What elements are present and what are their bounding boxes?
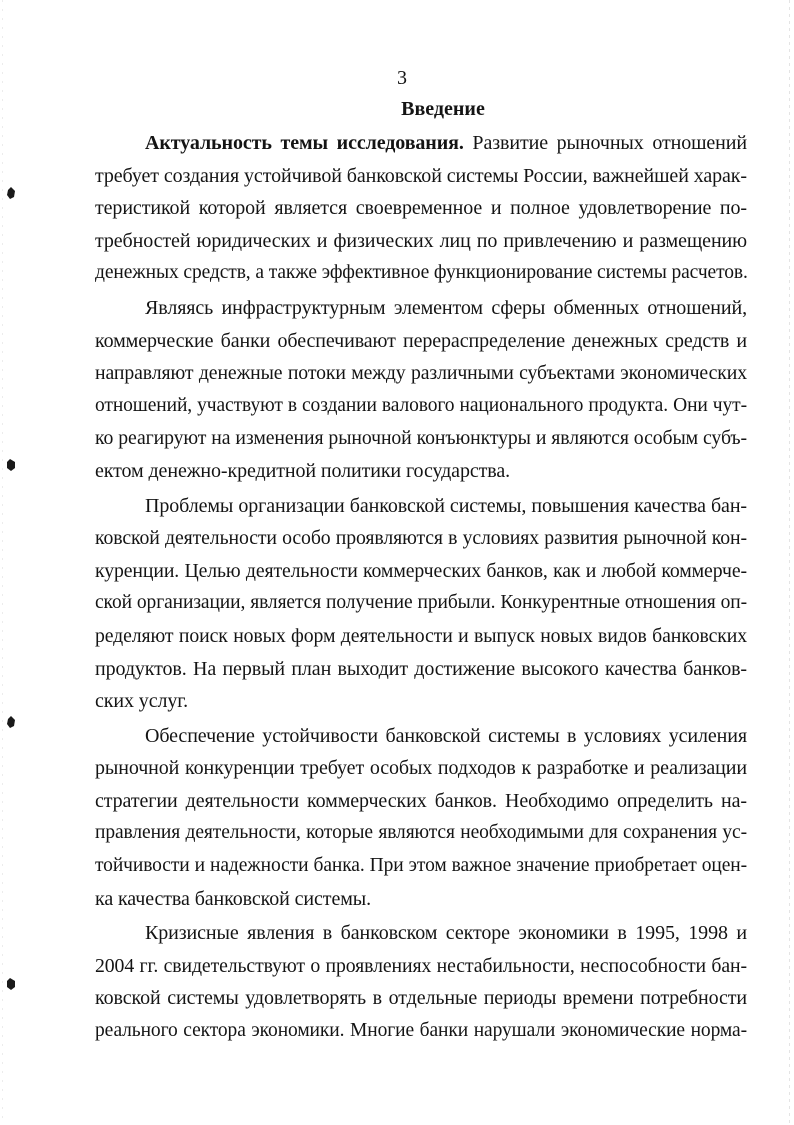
text-line: отношений, участвуют в создании валового национального продукта. Они чут- — [95, 394, 747, 416]
scan-edge-right — [789, 0, 790, 1125]
text-line: Проблемы организации банковской системы, повышения качества бан- — [145, 494, 747, 517]
text-line: коммерческие банки обеспечивают перераспределение денежных средств и — [95, 329, 747, 352]
page-number: 3 — [397, 67, 407, 89]
text-line: ской организации, является получение прибыли. Конкурентные отношения оп- — [95, 592, 747, 614]
text-line: 2004 гг. свидетельствуют о проявлениях нестабильности, неспособности бан- — [95, 954, 747, 977]
paragraph — [95, 490, 747, 718]
text-line: требностей юридических и физических лиц по привлечению и размещению — [95, 229, 747, 252]
binding-hole-mark-icon — [6, 459, 16, 471]
text-line: куренции. Целью деятельности коммерческих банков, как и любой коммерче- — [95, 559, 747, 582]
text-line: теристикой которой является своевременное и полное удовлетворение по- — [95, 197, 747, 220]
text-line: рыночной конкуренции требует особых подходов к разработке и реализации — [95, 757, 747, 780]
text-line: ковской системы удовлетворять в отдельные периоды времени потребности — [95, 987, 747, 1010]
paragraph — [95, 917, 747, 1047]
text-line: ковской деятельности особо проявляются в условиях развития рыночной кон- — [95, 527, 747, 550]
page-title: Введение — [401, 98, 485, 120]
text-line: правления деятельности, которые являются необходимыми для сохранения ус- — [95, 822, 747, 844]
document-body — [95, 127, 747, 1048]
text-line: тойчивости и надежности банка. При этом важное значение приобретает оцен- — [95, 855, 747, 877]
text-line: продуктов. На первый план выходит достижение высокого качества банков- — [95, 657, 747, 680]
text-line: Кризисные явления в банковском секторе экономики в 1995, 1998 и — [145, 922, 747, 945]
paragraph — [95, 720, 747, 916]
binding-hole-mark-icon — [6, 187, 16, 199]
text-line: денежных средств, а также эффективное функционирование системы расчетов. — [95, 262, 748, 284]
text-line: реального сектора экономики. Многие банки нарушали экономические норма- — [95, 1020, 747, 1042]
scan-edge-left — [2, 0, 3, 1125]
text-line: Актуальность темы исследования. Развитие рыночных отношений — [145, 132, 747, 154]
text-line: Являясь инфраструктурным элементом сферы обменных отношений, — [145, 296, 747, 319]
binding-hole-mark-icon — [6, 716, 16, 728]
text-line: стратегии деятельности коммерческих банков. Необходимо определить на- — [95, 789, 747, 812]
paragraph — [95, 292, 747, 488]
text-line: направляют денежные потоки между различными субъектами экономических — [95, 362, 747, 385]
text-line: ределяют поиск новых форм деятельности и выпуск новых видов банковских — [95, 624, 747, 647]
text-line: ских услуг. — [95, 690, 189, 713]
text-line: ектом денежно-кредитной политики государства. — [95, 459, 511, 482]
text-line: Обеспечение устойчивости банковской системы в условиях усиления — [145, 724, 747, 747]
paragraph-lead: Актуальность темы исследования. — [145, 132, 464, 154]
text-line: ка качества банковской системы. — [95, 887, 372, 910]
text-line: ко реагируют на изменения рыночной конъюнктуры и являются особым субъ- — [95, 427, 747, 450]
paragraph — [95, 127, 747, 290]
text-line: требует создания устойчивой банковской системы России, важнейшей харак- — [95, 164, 747, 187]
binding-hole-mark-icon — [6, 978, 16, 990]
